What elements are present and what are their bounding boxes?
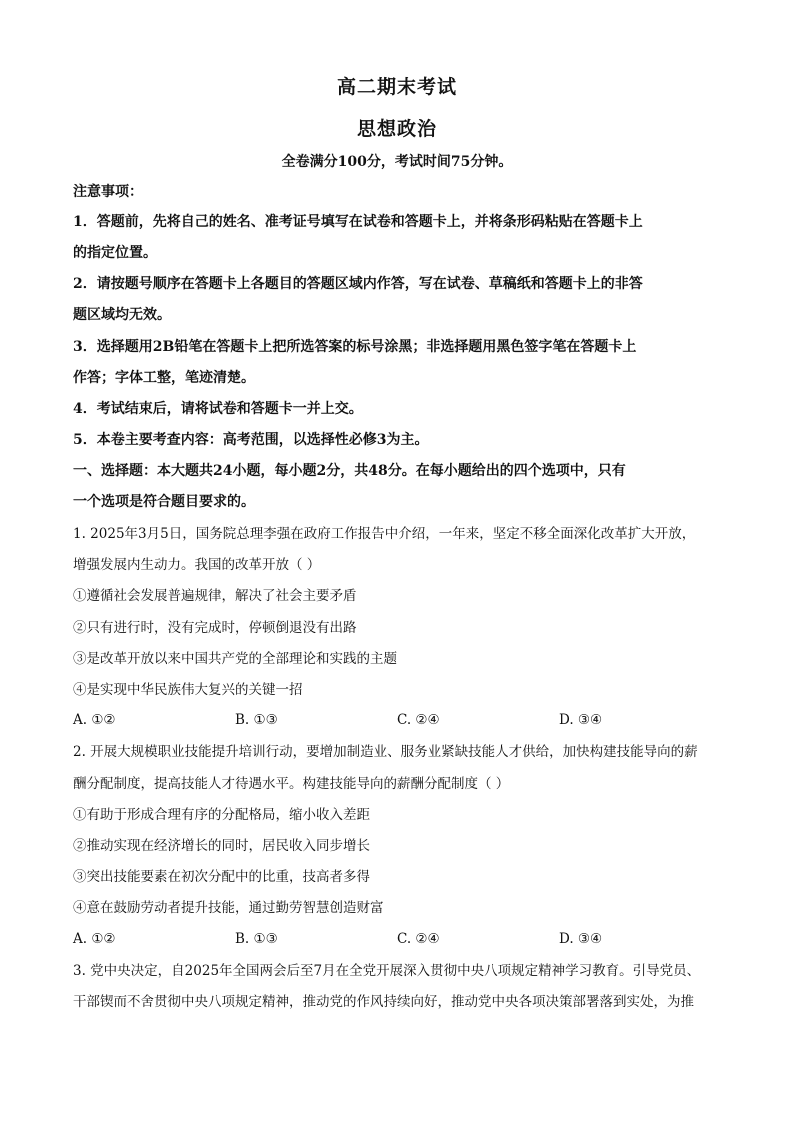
note-item-4: 4．考试结束后，请将试卷和答题卡一并上交。 bbox=[73, 401, 363, 417]
note-item-3-line-2: 作答；字体工整，笔迹清楚。 bbox=[73, 370, 255, 386]
q1-option-d: D. ③④ bbox=[559, 712, 603, 728]
q1-option-c: C. ②④ bbox=[397, 712, 440, 728]
q2-statement-4: ④意在鼓励劳动者提升技能，通过勤劳智慧创造财富 bbox=[73, 900, 384, 916]
q2-options bbox=[73, 931, 733, 949]
q2-statement-2: ②推动实现在经济增长的同时，居民收入同步增长 bbox=[73, 838, 370, 854]
q1-option-a: A. ①② bbox=[73, 712, 116, 728]
q1-option-b: B. ①③ bbox=[235, 712, 278, 728]
q1-statement-2: ②只有进行时，没有完成时，停顿倒退没有出路 bbox=[73, 620, 357, 636]
note-item-1-line-1: 1．答题前，先将自己的姓名、准考证号填写在试卷和答题卡上，并将条形码粘贴在答题卡上 bbox=[73, 214, 643, 230]
exam-info: 全卷满分100分，考试时间75分钟。 bbox=[281, 154, 513, 170]
q2-option-d: D. ③④ bbox=[559, 931, 603, 947]
note-item-1-line-2: 的指定位置。 bbox=[73, 245, 157, 261]
q2-option-c: C. ②④ bbox=[397, 931, 440, 947]
q1-options bbox=[73, 712, 733, 730]
q2-option-a: A. ①② bbox=[73, 931, 116, 947]
q1-stem-line-1: 1. 2025年3月5日，国务院总理李强在政府工作报告中介绍，一年来，坚定不移全面深化改革扩大开放， bbox=[73, 526, 696, 542]
note-item-3-line-1: 3．选择题用2B铅笔在答题卡上把所选答案的标号涂黑；非选择题用黑色签字笔在答题卡上 bbox=[73, 339, 637, 355]
note-item-5: 5．本卷主要考查内容：高考范围，以选择性必修3为主。 bbox=[73, 432, 429, 448]
note-item-2-line-1: 2．请按题号顺序在答题卡上各题目的答题区域内作答，写在试卷、草稿纸和答题卡上的非答 bbox=[73, 276, 643, 292]
q3-stem-line-2: 干部锲而不舍贯彻中央八项规定精神，推动党的作风持续向好，推动党中央各项决策部署落到实处，为推 bbox=[73, 994, 694, 1010]
q2-statement-1: ①有助于形成合理有序的分配格局，缩小收入差距 bbox=[73, 807, 370, 823]
q1-statement-3: ③是改革开放以来中国共产党的全部理论和实践的主题 bbox=[73, 651, 397, 667]
section-1-line-2: 一个选项是符合题目要求的。 bbox=[73, 494, 255, 510]
q2-stem-line-1: 2. 开展大规模职业技能提升培训行动，要增加制造业、服务业紧缺技能人才供给，加快构建技能导向的薪 bbox=[73, 744, 698, 760]
q2-stem-line-2: 酬分配制度，提高技能人才待遇水平。构建技能导向的薪酬分配制度（ ） bbox=[73, 776, 510, 792]
q1-stem-line-2: 增强发展内生动力。我国的改革开放（ ） bbox=[73, 557, 321, 573]
note-item-2-line-2: 题区域均无效。 bbox=[73, 307, 171, 323]
q2-statement-3: ③突出技能要素在初次分配中的比重，技高者多得 bbox=[73, 869, 370, 885]
q1-statement-4: ④是实现中华民族伟大复兴的关键一招 bbox=[73, 682, 303, 698]
q3-stem-line-1: 3. 党中央决定，自2025年全国两会后至7月在全党开展深入贯彻中央八项规定精神学习教育。引导党员、 bbox=[73, 963, 701, 979]
notes-heading: 注意事项： bbox=[73, 184, 143, 200]
subject-title: 思想政治 bbox=[356, 118, 437, 140]
q1-statement-1: ①遵循社会发展普遍规律，解决了社会主要矛盾 bbox=[73, 588, 357, 604]
q2-option-b: B. ①③ bbox=[235, 931, 278, 947]
section-1-line-1: 一、选择题：本大题共24小题，每小题2分，共48分。在每小题给出的四个选项中，只有 bbox=[73, 463, 626, 479]
exam-title: 高二期末考试 bbox=[336, 76, 457, 98]
